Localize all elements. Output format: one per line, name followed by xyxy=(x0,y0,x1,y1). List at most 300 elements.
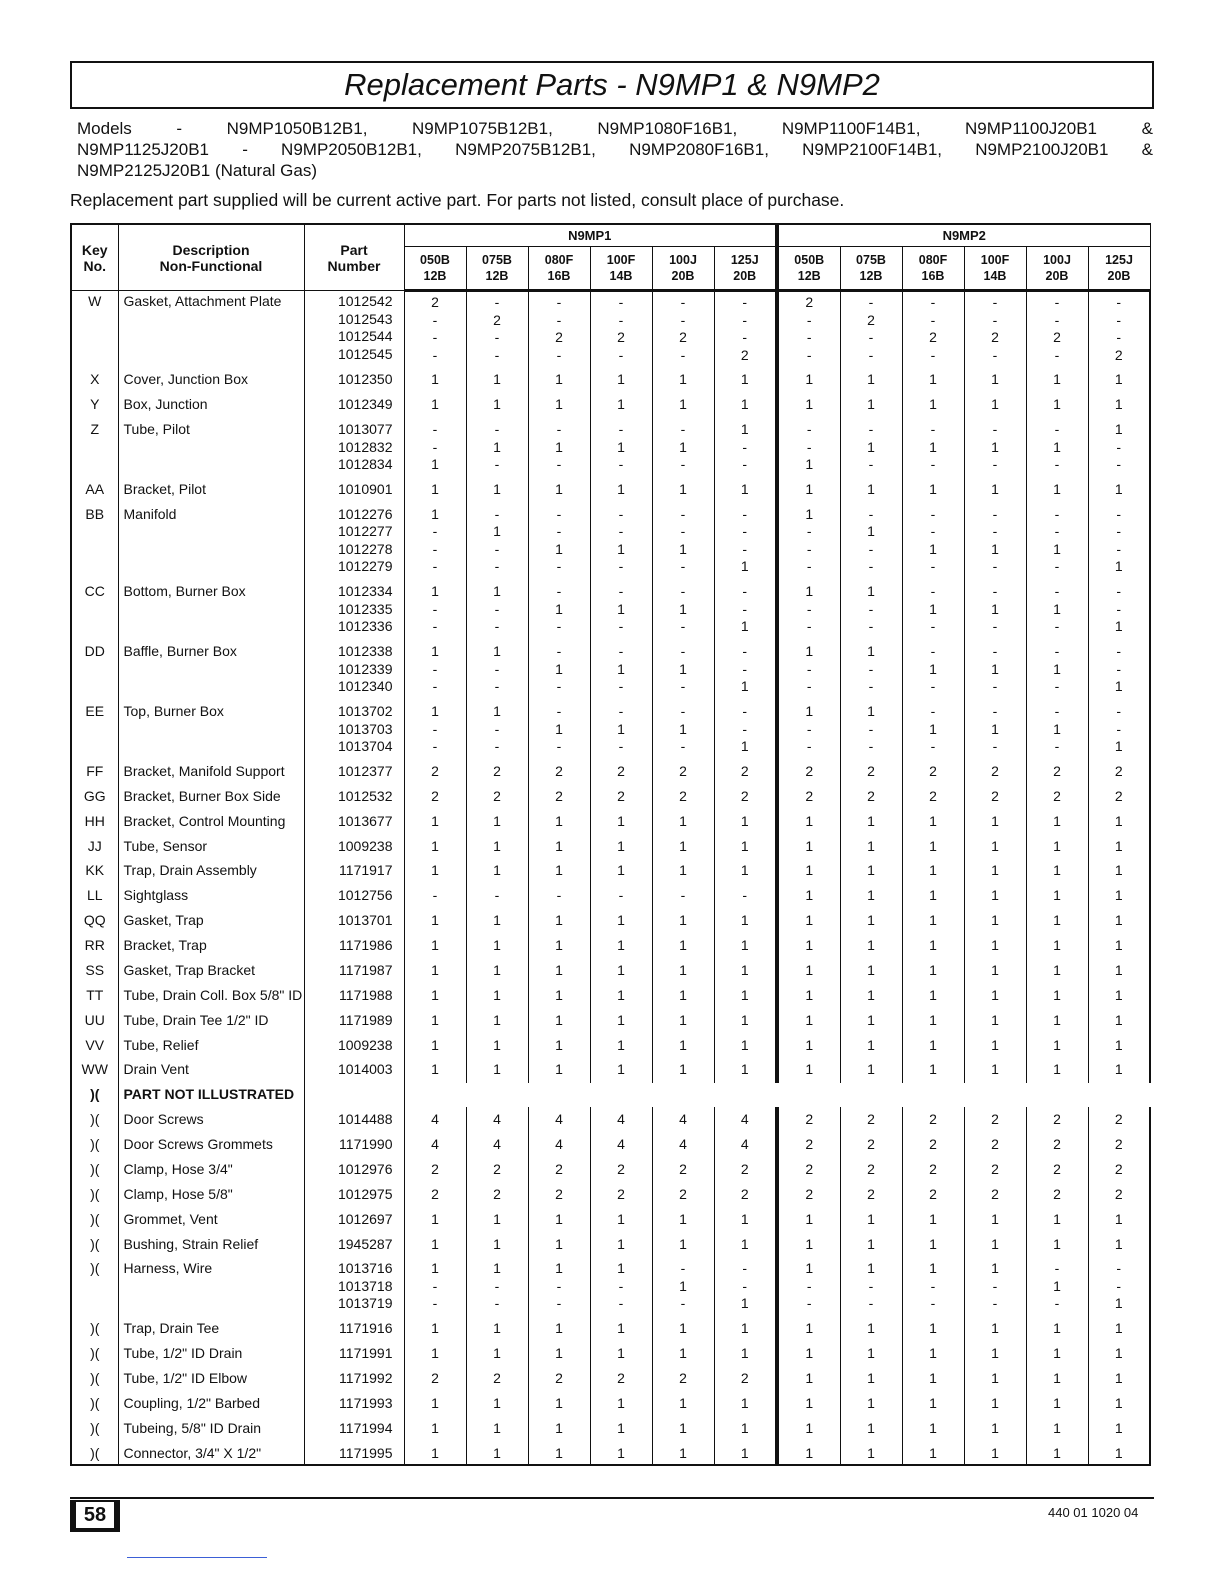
quantity: 1 xyxy=(991,1419,999,1436)
header-model-code: 16B xyxy=(921,269,945,283)
quantity-cell xyxy=(404,1416,466,1441)
quantity: 1 xyxy=(805,937,814,953)
parts-table-body xyxy=(71,291,1150,1466)
quantity: - xyxy=(680,738,686,754)
quantity: 2 xyxy=(805,762,814,779)
part-number: 1945287 xyxy=(337,1235,393,1252)
quantity-cell xyxy=(652,393,714,418)
quantity: 1 xyxy=(929,1235,937,1252)
quantity: 1 xyxy=(493,371,501,388)
header-model-code: 20B xyxy=(1107,269,1131,283)
quantity: 2 xyxy=(493,1370,501,1386)
quantity-cell xyxy=(777,368,840,393)
quantity-cell xyxy=(528,417,590,477)
quantity-cell xyxy=(902,699,964,759)
quantity: 1 xyxy=(740,1235,749,1252)
quantity-cell xyxy=(404,1366,466,1391)
quantity: 1 xyxy=(740,371,749,388)
quantity: 1 xyxy=(617,912,625,929)
part-number-cell xyxy=(304,291,404,368)
table-row xyxy=(71,908,1150,933)
quantity: 1 xyxy=(805,703,814,719)
quantity-cell xyxy=(528,1058,590,1083)
quantity-cell xyxy=(652,834,714,859)
quantity-cell xyxy=(590,1341,652,1366)
quantity: 1 xyxy=(805,1011,814,1028)
quantity: - xyxy=(742,1277,748,1294)
quantity: 1 xyxy=(1114,1345,1123,1362)
quantity: - xyxy=(806,558,812,575)
quantity: 1 xyxy=(740,862,749,879)
quantity: - xyxy=(618,505,624,522)
quantity-cell xyxy=(714,580,777,640)
quantity: 2 xyxy=(991,1185,999,1202)
quantity: 1 xyxy=(929,1036,937,1053)
quantity: 1 xyxy=(617,1444,625,1461)
quantity-cell xyxy=(590,884,652,909)
quantity-cell xyxy=(466,639,528,699)
quantity-cell xyxy=(1088,1058,1150,1083)
quantity: - xyxy=(680,505,686,522)
quantity: - xyxy=(930,523,936,540)
quantity-cell xyxy=(590,1033,652,1058)
quantity-cell xyxy=(902,1207,964,1232)
quantity-cell xyxy=(652,1182,714,1207)
quantity: 1 xyxy=(555,961,563,978)
key-cell xyxy=(71,393,118,418)
quantity: 1 xyxy=(929,887,937,904)
header-model-code: 100J xyxy=(669,253,697,267)
model-token: N9MP2080F16B1, xyxy=(629,140,769,159)
description-cell xyxy=(118,759,304,784)
part-number-cell xyxy=(304,958,404,983)
key-label: )( xyxy=(90,1136,100,1152)
quantity-cell xyxy=(777,1182,840,1207)
quantity: 1 xyxy=(617,1419,625,1436)
quantity: - xyxy=(494,720,500,737)
quantity-cell xyxy=(777,1157,840,1182)
quantity-cell xyxy=(1026,1182,1088,1207)
quantity: - xyxy=(494,456,500,473)
quantity: - xyxy=(618,1277,624,1294)
quantity: 2 xyxy=(1114,1111,1123,1128)
quantity: 1 xyxy=(555,986,563,1003)
quantity-cell xyxy=(902,784,964,809)
quantity-cell xyxy=(1026,1341,1088,1366)
quantity: - xyxy=(494,505,500,522)
quantity: - xyxy=(930,505,936,522)
quantity: 1 xyxy=(431,812,439,829)
quantity-cell xyxy=(652,1391,714,1416)
quantity: 1 xyxy=(679,937,687,953)
quantity-cell xyxy=(1026,1033,1088,1058)
quantity-cell xyxy=(840,759,902,784)
quantity-cell xyxy=(714,908,777,933)
quantity: - xyxy=(1054,738,1060,754)
quantity: 2 xyxy=(867,311,875,328)
key-cell xyxy=(71,759,118,784)
quantity: - xyxy=(680,1295,686,1312)
quantity: 1 xyxy=(493,1444,501,1461)
quantity-cell xyxy=(840,580,902,640)
description-text: Drain Vent xyxy=(123,1061,189,1078)
quantity: 1 xyxy=(1053,600,1061,617)
header-model-code: 100F xyxy=(980,253,1010,267)
quantity: - xyxy=(1116,703,1122,719)
quantity-cell xyxy=(1026,983,1088,1008)
quantity-cell xyxy=(840,1132,902,1157)
quantity: 1 xyxy=(617,812,625,829)
quantity-cell xyxy=(404,809,466,834)
quantity-cell xyxy=(1088,908,1150,933)
quantity: 1 xyxy=(740,618,749,635)
part-number-cell xyxy=(304,1341,404,1366)
quantity: 1 xyxy=(679,371,687,388)
quantity: 1 xyxy=(867,1320,875,1337)
quantity: - xyxy=(494,294,500,310)
quantity: 1 xyxy=(991,1210,999,1227)
quantity: - xyxy=(992,703,998,719)
part-number: 1012276 xyxy=(337,505,393,522)
quantity: 2 xyxy=(867,787,875,804)
quantity: 2 xyxy=(679,762,687,779)
quantity: 1 xyxy=(1114,1061,1123,1078)
description-cell xyxy=(118,1391,304,1416)
quantity: 1 xyxy=(805,456,814,473)
quantity: - xyxy=(680,1260,686,1277)
key-cell xyxy=(71,1441,118,1465)
quantity-cell xyxy=(1088,1033,1150,1058)
quantity-cell xyxy=(404,1058,466,1083)
quantity: 1 xyxy=(493,1061,501,1078)
quantity: 1 xyxy=(679,396,687,413)
quantity-cell xyxy=(902,639,964,699)
quantity: 1 xyxy=(431,1444,439,1461)
table-row xyxy=(71,958,1150,983)
header-group-n9mp2: N9MP2 xyxy=(777,224,1150,247)
key-cell xyxy=(71,1058,118,1083)
quantity: - xyxy=(556,738,562,754)
part-number: 1012975 xyxy=(337,1185,393,1202)
description-text: Trap, Drain Tee xyxy=(123,1320,220,1337)
part-number-cell xyxy=(304,1441,404,1465)
quantity-cell xyxy=(1026,699,1088,759)
quantity-cell xyxy=(404,417,466,477)
quantity: 1 xyxy=(867,862,875,879)
part-number: 1171990 xyxy=(339,1136,393,1152)
quantity: 1 xyxy=(493,837,501,854)
quantity-cell xyxy=(404,933,466,958)
quantity: 1 xyxy=(617,1320,625,1337)
quantity: - xyxy=(868,678,874,695)
quantity-cell xyxy=(1088,1441,1150,1465)
table-row xyxy=(71,983,1150,1008)
quantity-cell xyxy=(964,983,1026,1008)
key-cell xyxy=(71,1232,118,1257)
quantity: - xyxy=(556,887,562,904)
quantity-cell xyxy=(652,1341,714,1366)
quantity-cell xyxy=(590,417,652,477)
quantity: - xyxy=(618,703,624,719)
part-number-cell xyxy=(304,477,404,502)
quantity-cell xyxy=(590,784,652,809)
quantity: - xyxy=(868,720,874,737)
quantity: - xyxy=(1116,523,1122,540)
model-token: Models xyxy=(77,119,132,138)
quantity: - xyxy=(1116,660,1122,677)
quantity: 1 xyxy=(867,583,875,600)
quantity: 1 xyxy=(867,703,875,719)
quantity: 1 xyxy=(740,986,749,1003)
quantity: 1 xyxy=(1114,618,1123,635)
quantity-cell xyxy=(466,1341,528,1366)
part-number-cell xyxy=(304,580,404,640)
quantity-cell xyxy=(902,1317,964,1342)
quantity-cell xyxy=(964,1157,1026,1182)
quantity: 1 xyxy=(1053,1036,1061,1053)
quantity: 2 xyxy=(493,762,501,779)
quantity-cell xyxy=(652,1232,714,1257)
quantity-cell xyxy=(1026,759,1088,784)
quantity-cell xyxy=(902,809,964,834)
quantity-cell xyxy=(1088,1132,1150,1157)
quantity-cell xyxy=(902,1366,964,1391)
quantity: 1 xyxy=(929,912,937,929)
quantity: - xyxy=(1054,311,1060,328)
quantity-cell xyxy=(964,958,1026,983)
description-cell xyxy=(118,1182,304,1207)
part-number: 1012339 xyxy=(337,660,393,677)
quantity: 1 xyxy=(431,1394,439,1411)
quantity: - xyxy=(432,329,438,345)
table-row xyxy=(71,1107,1150,1132)
quantity: 1 xyxy=(805,1036,814,1053)
quantity: 1 xyxy=(1053,481,1061,497)
quantity-cell xyxy=(528,502,590,579)
description-text: Tube, Drain Tee 1/2" ID xyxy=(123,1011,269,1028)
part-number: 1009238 xyxy=(337,837,393,854)
quantity-cell xyxy=(902,1257,964,1317)
quantity-cell xyxy=(964,502,1026,579)
quantity: 2 xyxy=(617,1370,625,1386)
quantity-cell xyxy=(777,1207,840,1232)
quantity: 1 xyxy=(431,583,439,600)
part-number-cell xyxy=(304,884,404,909)
quantity: 1 xyxy=(991,912,999,929)
quantity: 1 xyxy=(1053,540,1061,557)
part-number: 1171987 xyxy=(339,961,393,978)
quantity-cell xyxy=(964,393,1026,418)
quantity: 1 xyxy=(431,396,439,413)
models-line xyxy=(77,118,1153,139)
quantity: - xyxy=(618,678,624,695)
quantity-cell xyxy=(528,291,590,368)
header-group-n9mp1: N9MP1 xyxy=(404,224,777,247)
quantity-cell xyxy=(590,1182,652,1207)
quantity-cell xyxy=(652,580,714,640)
quantity: 1 xyxy=(679,1394,687,1411)
quantity: 2 xyxy=(805,1136,814,1152)
quantity: 1 xyxy=(991,660,999,677)
quantity: 1 xyxy=(867,837,875,854)
quantity: 4 xyxy=(679,1111,687,1128)
quantity: 1 xyxy=(805,396,814,413)
quantity-cell xyxy=(404,1232,466,1257)
quantity: 2 xyxy=(991,329,999,345)
quantity-cell xyxy=(1088,477,1150,502)
quantity: - xyxy=(1116,1277,1122,1294)
quantity: 2 xyxy=(431,294,439,310)
quantity: - xyxy=(618,346,624,363)
table-row xyxy=(71,699,1150,759)
quantity-cell xyxy=(902,1008,964,1033)
empty-cell xyxy=(404,1083,1150,1108)
table-row xyxy=(71,834,1150,859)
quantity: 1 xyxy=(1114,678,1123,695)
quantity: 1 xyxy=(929,1370,937,1386)
key-label: )( xyxy=(90,1086,100,1103)
quantity: - xyxy=(618,618,624,635)
quantity: - xyxy=(556,678,562,695)
quantity-cell xyxy=(964,699,1026,759)
part-number-cell xyxy=(304,834,404,859)
header-model-column xyxy=(840,247,902,291)
quantity: 4 xyxy=(555,1136,563,1152)
key-label: )( xyxy=(90,1419,100,1436)
quantity-cell xyxy=(1088,859,1150,884)
quantity-cell xyxy=(528,859,590,884)
quantity-cell xyxy=(902,1157,964,1182)
quantity: - xyxy=(618,456,624,473)
quantity: - xyxy=(930,421,936,438)
quantity: 1 xyxy=(555,1235,563,1252)
quantity: 1 xyxy=(929,720,937,737)
quantity: 1 xyxy=(493,703,501,719)
key-cell xyxy=(71,1008,118,1033)
quantity-cell xyxy=(714,1341,777,1366)
table-row xyxy=(71,933,1150,958)
quantity-cell xyxy=(528,759,590,784)
quantity: - xyxy=(992,1277,998,1294)
quantity-cell xyxy=(404,1341,466,1366)
header-model-column xyxy=(1088,247,1150,291)
quantity: - xyxy=(992,311,998,328)
quantity-cell xyxy=(1088,1207,1150,1232)
quantity: 1 xyxy=(1053,1345,1061,1362)
quantity-cell xyxy=(528,1416,590,1441)
quantity-cell xyxy=(964,639,1026,699)
header-model-column xyxy=(590,247,652,291)
quantity: - xyxy=(868,558,874,575)
quantity: 1 xyxy=(555,1036,563,1053)
quantity-cell xyxy=(590,933,652,958)
quantity-cell xyxy=(964,859,1026,884)
key-label: Y xyxy=(90,396,100,413)
quantity-cell xyxy=(590,1058,652,1083)
quantity: 1 xyxy=(867,1444,875,1461)
quantity: - xyxy=(432,311,438,328)
quantity: - xyxy=(494,887,500,904)
quantity-cell xyxy=(652,859,714,884)
part-number-cell xyxy=(304,809,404,834)
quantity: 1 xyxy=(740,1061,749,1078)
description-text: Gasket, Trap xyxy=(123,912,204,929)
quantity: 1 xyxy=(555,438,563,455)
key-label: )( xyxy=(90,1370,100,1386)
quantity: - xyxy=(992,346,998,363)
quantity: 1 xyxy=(867,481,875,497)
description-cell xyxy=(118,1083,304,1108)
quantity: 1 xyxy=(867,1061,875,1078)
part-number-cell xyxy=(304,983,404,1008)
quantity: 1 xyxy=(929,1345,937,1362)
quantity-cell xyxy=(466,1182,528,1207)
quantity: - xyxy=(1054,1295,1060,1312)
quantity: 1 xyxy=(493,1345,501,1362)
quantity: - xyxy=(432,1295,438,1312)
quantity: 1 xyxy=(991,1036,999,1053)
quantity: - xyxy=(494,1295,500,1312)
quantity-cell xyxy=(466,983,528,1008)
quantity-cell xyxy=(840,1232,902,1257)
quantity: 1 xyxy=(617,1011,625,1028)
part-number-cell xyxy=(304,1107,404,1132)
quantity: - xyxy=(992,678,998,695)
quantity-cell xyxy=(652,1157,714,1182)
quantity: 1 xyxy=(431,1036,439,1053)
quantity: 1 xyxy=(1114,558,1123,575)
quantity-cell xyxy=(1088,1107,1150,1132)
part-number-cell xyxy=(304,1182,404,1207)
quantity: 2 xyxy=(805,1160,814,1177)
quantity: 1 xyxy=(431,1320,439,1337)
quantity: 2 xyxy=(740,346,749,363)
model-token: N9MP1050B12B1, xyxy=(226,119,368,138)
quantity: 1 xyxy=(617,1394,625,1411)
quantity-cell xyxy=(840,639,902,699)
description-text: Bottom, Burner Box xyxy=(123,583,246,600)
quantity-cell xyxy=(1026,1058,1088,1083)
quantity: 1 xyxy=(555,1011,563,1028)
quantity-cell xyxy=(840,1157,902,1182)
quantity: - xyxy=(1054,618,1060,635)
quantity: 2 xyxy=(555,1370,563,1386)
quantity-cell xyxy=(777,699,840,759)
quantity: 1 xyxy=(929,1061,937,1078)
quantity-cell xyxy=(404,1441,466,1465)
quantity-cell xyxy=(777,809,840,834)
quantity-cell xyxy=(902,368,964,393)
quantity-cell xyxy=(652,933,714,958)
quantity-cell xyxy=(964,1207,1026,1232)
quantity-cell xyxy=(404,1257,466,1317)
quantity: 1 xyxy=(493,1260,501,1277)
quantity-cell xyxy=(840,1107,902,1132)
quantity: - xyxy=(992,421,998,438)
part-number: 1013702 xyxy=(337,703,393,719)
description-text: Bushing, Strain Relief xyxy=(123,1235,259,1252)
description-text: PART NOT ILLUSTRATED xyxy=(123,1086,295,1103)
description-text: Door Screws xyxy=(123,1111,204,1128)
quantity-cell xyxy=(840,1058,902,1083)
quantity: 1 xyxy=(617,1260,625,1277)
quantity: 1 xyxy=(929,1260,937,1277)
quantity: 1 xyxy=(679,1061,687,1078)
quantity: 1 xyxy=(1114,986,1123,1003)
description-cell xyxy=(118,1317,304,1342)
quantity: 1 xyxy=(1114,1295,1123,1312)
quantity: 2 xyxy=(555,1160,563,1177)
